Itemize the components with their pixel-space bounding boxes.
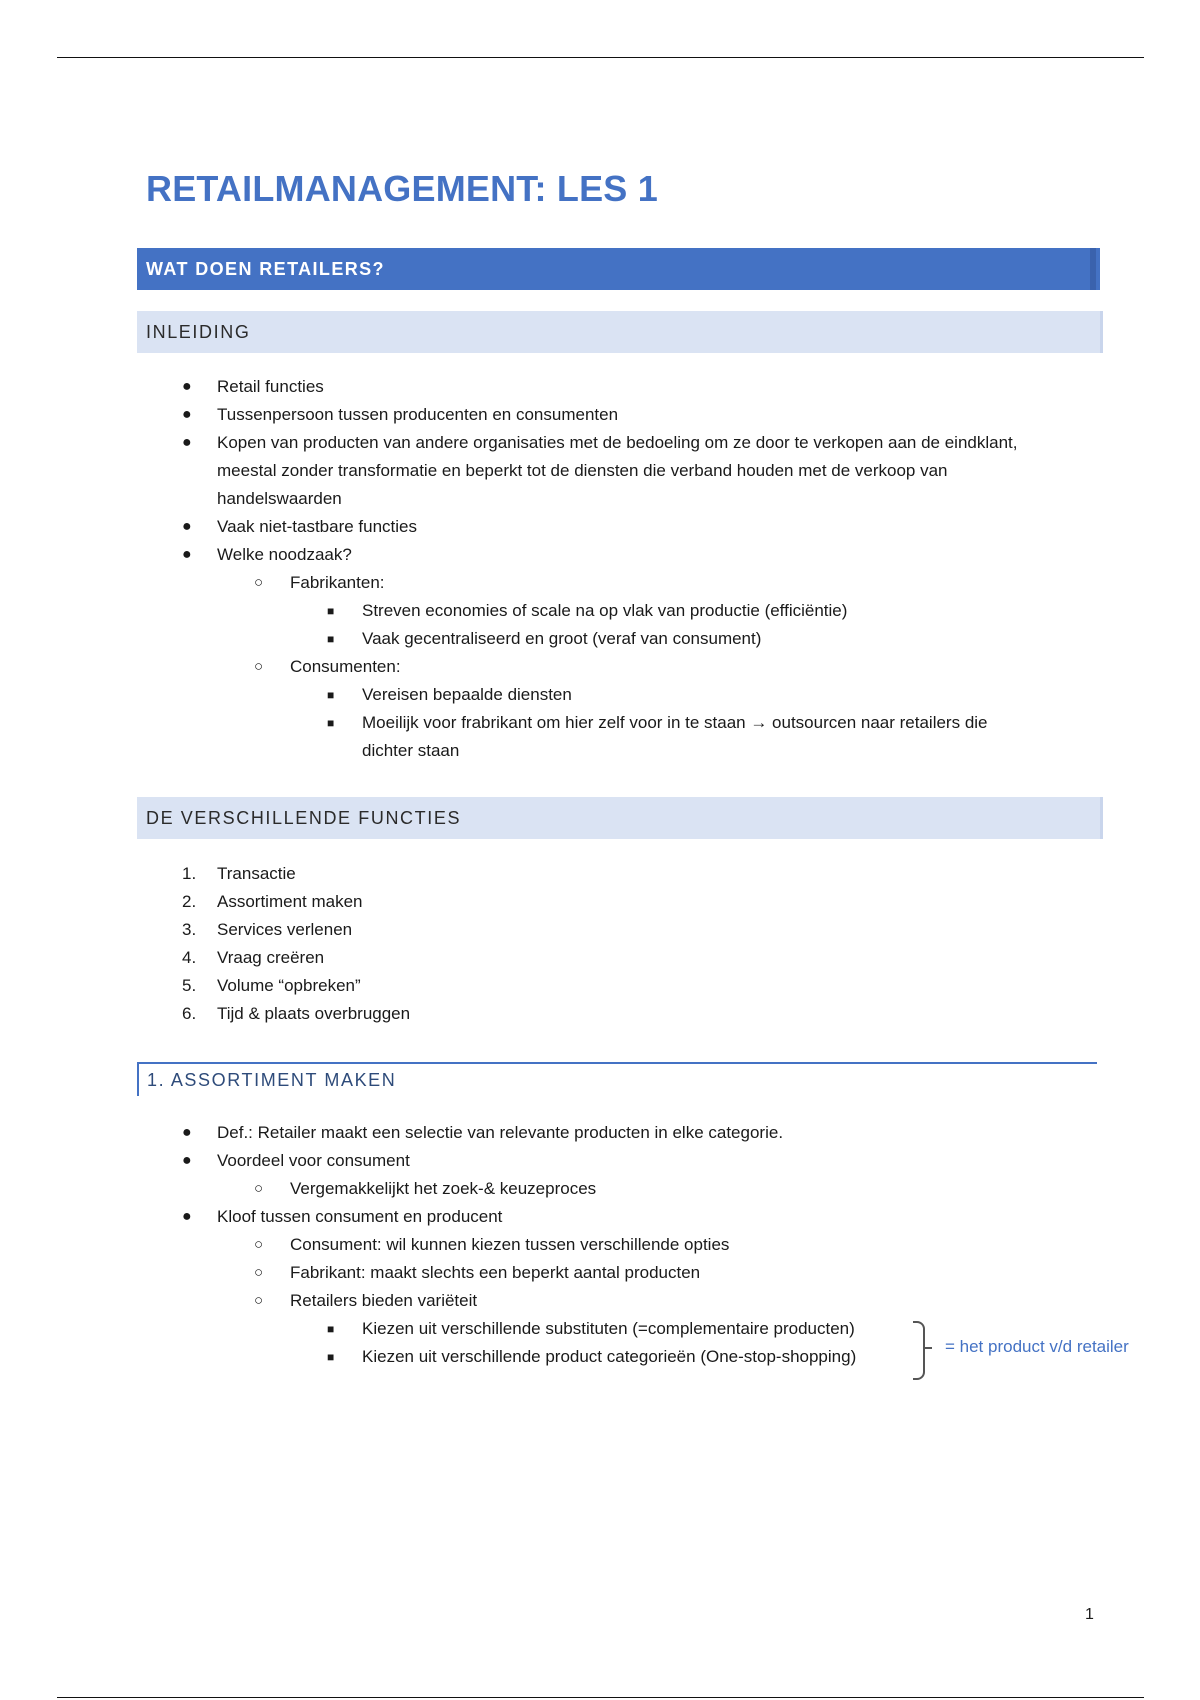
bullet-circle: ○: [254, 1236, 264, 1253]
assortiment-list: [0, 1119, 1200, 1371]
bottom-rule: [57, 1697, 1144, 1698]
heading-inleiding: INLEIDING: [137, 311, 1103, 353]
bullet-square: ■: [327, 604, 335, 618]
list-item: ■ Streven economies of scale na op vlak van productie (efficiëntie): [0, 597, 1200, 625]
list-item: ● Tussenpersoon tussen producenten en consumenten: [0, 401, 1200, 429]
list-item: ○ Vergemakkelijkt het zoek-& keuzeproces: [0, 1175, 1200, 1203]
bullet-disc: ●: [182, 1152, 192, 1169]
list-item: 3. Services verlenen: [182, 920, 353, 939]
list-item: ● Kloof tussen consument en producent: [0, 1203, 1200, 1231]
bullet-circle: ○: [254, 1292, 264, 1309]
bullet-square: ■: [327, 716, 335, 730]
list-item: ■ Vereisen bepaalde diensten: [0, 681, 1200, 709]
bullet-circle: ○: [254, 1264, 264, 1281]
page-number: 1: [1085, 1606, 1094, 1623]
list-item: 2. Assortiment maken: [182, 892, 363, 911]
list-item: ● Welke noodzaak?: [0, 541, 1200, 569]
list-item: ● Retail functies: [0, 373, 1200, 401]
heading-assortiment-maken: 1. ASSORTIMENT MAKEN: [137, 1062, 1097, 1096]
list-item: 6. Tijd & plaats overbruggen: [182, 1004, 411, 1023]
list-item: 5. Volume “opbreken”: [182, 976, 361, 995]
list-item: ● Def.: Retailer maakt een selectie van relevante producten in elke categorie.: [0, 1119, 1200, 1147]
page-title: RETAILMANAGEMENT: LES 1: [146, 168, 658, 209]
list-item: ● Kopen van producten van andere organisaties met de bedoeling om ze door te verkopen aan de eindklant, meestal zonder transformatie en beperkt tot de diensten die verband houden met de verkoop van handelswaarden: [0, 429, 1200, 513]
heading-de-verschillende-functies: DE VERSCHILLENDE FUNCTIES: [137, 797, 1103, 839]
list-item: ■ Moeilijk voor frabrikant om hier zelf voor in te staan → outsourcen naar retailers die dichter staan: [0, 709, 1200, 765]
top-rule: [57, 57, 1144, 58]
list-item: ○ Consumenten:: [0, 653, 1200, 681]
bullet-circle: ○: [254, 1180, 264, 1197]
bullet-disc: ●: [182, 518, 192, 535]
bullet-square: ■: [327, 688, 335, 702]
list-item: ○ Consument: wil kunnen kiezen tussen verschillende opties: [0, 1231, 1200, 1259]
list-item: ● Vaak niet-tastbare functies: [0, 513, 1200, 541]
bullet-square: ■: [327, 1350, 335, 1364]
bullet-disc: ●: [182, 378, 192, 395]
list-item: ○ Fabrikanten:: [0, 569, 1200, 597]
list-item: 4. Vraag creëren: [182, 948, 325, 967]
list-item: ■ Kiezen uit verschillende product categorieën (One-stop-shopping): [0, 1343, 1200, 1371]
list-item: ○ Fabrikant: maakt slechts een beperkt aantal producten: [0, 1259, 1200, 1287]
bullet-disc: ●: [182, 546, 192, 563]
bullet-square: ■: [327, 1322, 335, 1336]
bullet-circle: ○: [254, 574, 264, 591]
bullet-disc: ●: [182, 1208, 192, 1225]
bullet-disc: ●: [182, 1124, 192, 1141]
inleiding-list: [0, 373, 1200, 765]
list-item: ● Voordeel voor consument: [0, 1147, 1200, 1175]
list-item: 1. Transactie: [182, 864, 296, 883]
right-brace-icon: [913, 1321, 925, 1380]
list-item: ■ Vaak gecentraliseerd en groot (veraf van consument): [0, 625, 1200, 653]
heading-wat-doen-retailers: WAT DOEN RETAILERS?: [137, 248, 1100, 290]
bullet-disc: ●: [182, 406, 192, 423]
functies-list: [0, 860, 1200, 1028]
brace-annotation: = het product v/d retailer: [945, 1337, 1129, 1356]
list-item: ■ Kiezen uit verschillende substituten (=complementaire producten): [0, 1315, 1200, 1343]
bullet-circle: ○: [254, 658, 264, 675]
bullet-square: ■: [327, 632, 335, 646]
brace-tick: [923, 1347, 932, 1349]
list-item: ○ Retailers bieden variëteit: [0, 1287, 1200, 1315]
bullet-disc: ●: [182, 434, 192, 451]
